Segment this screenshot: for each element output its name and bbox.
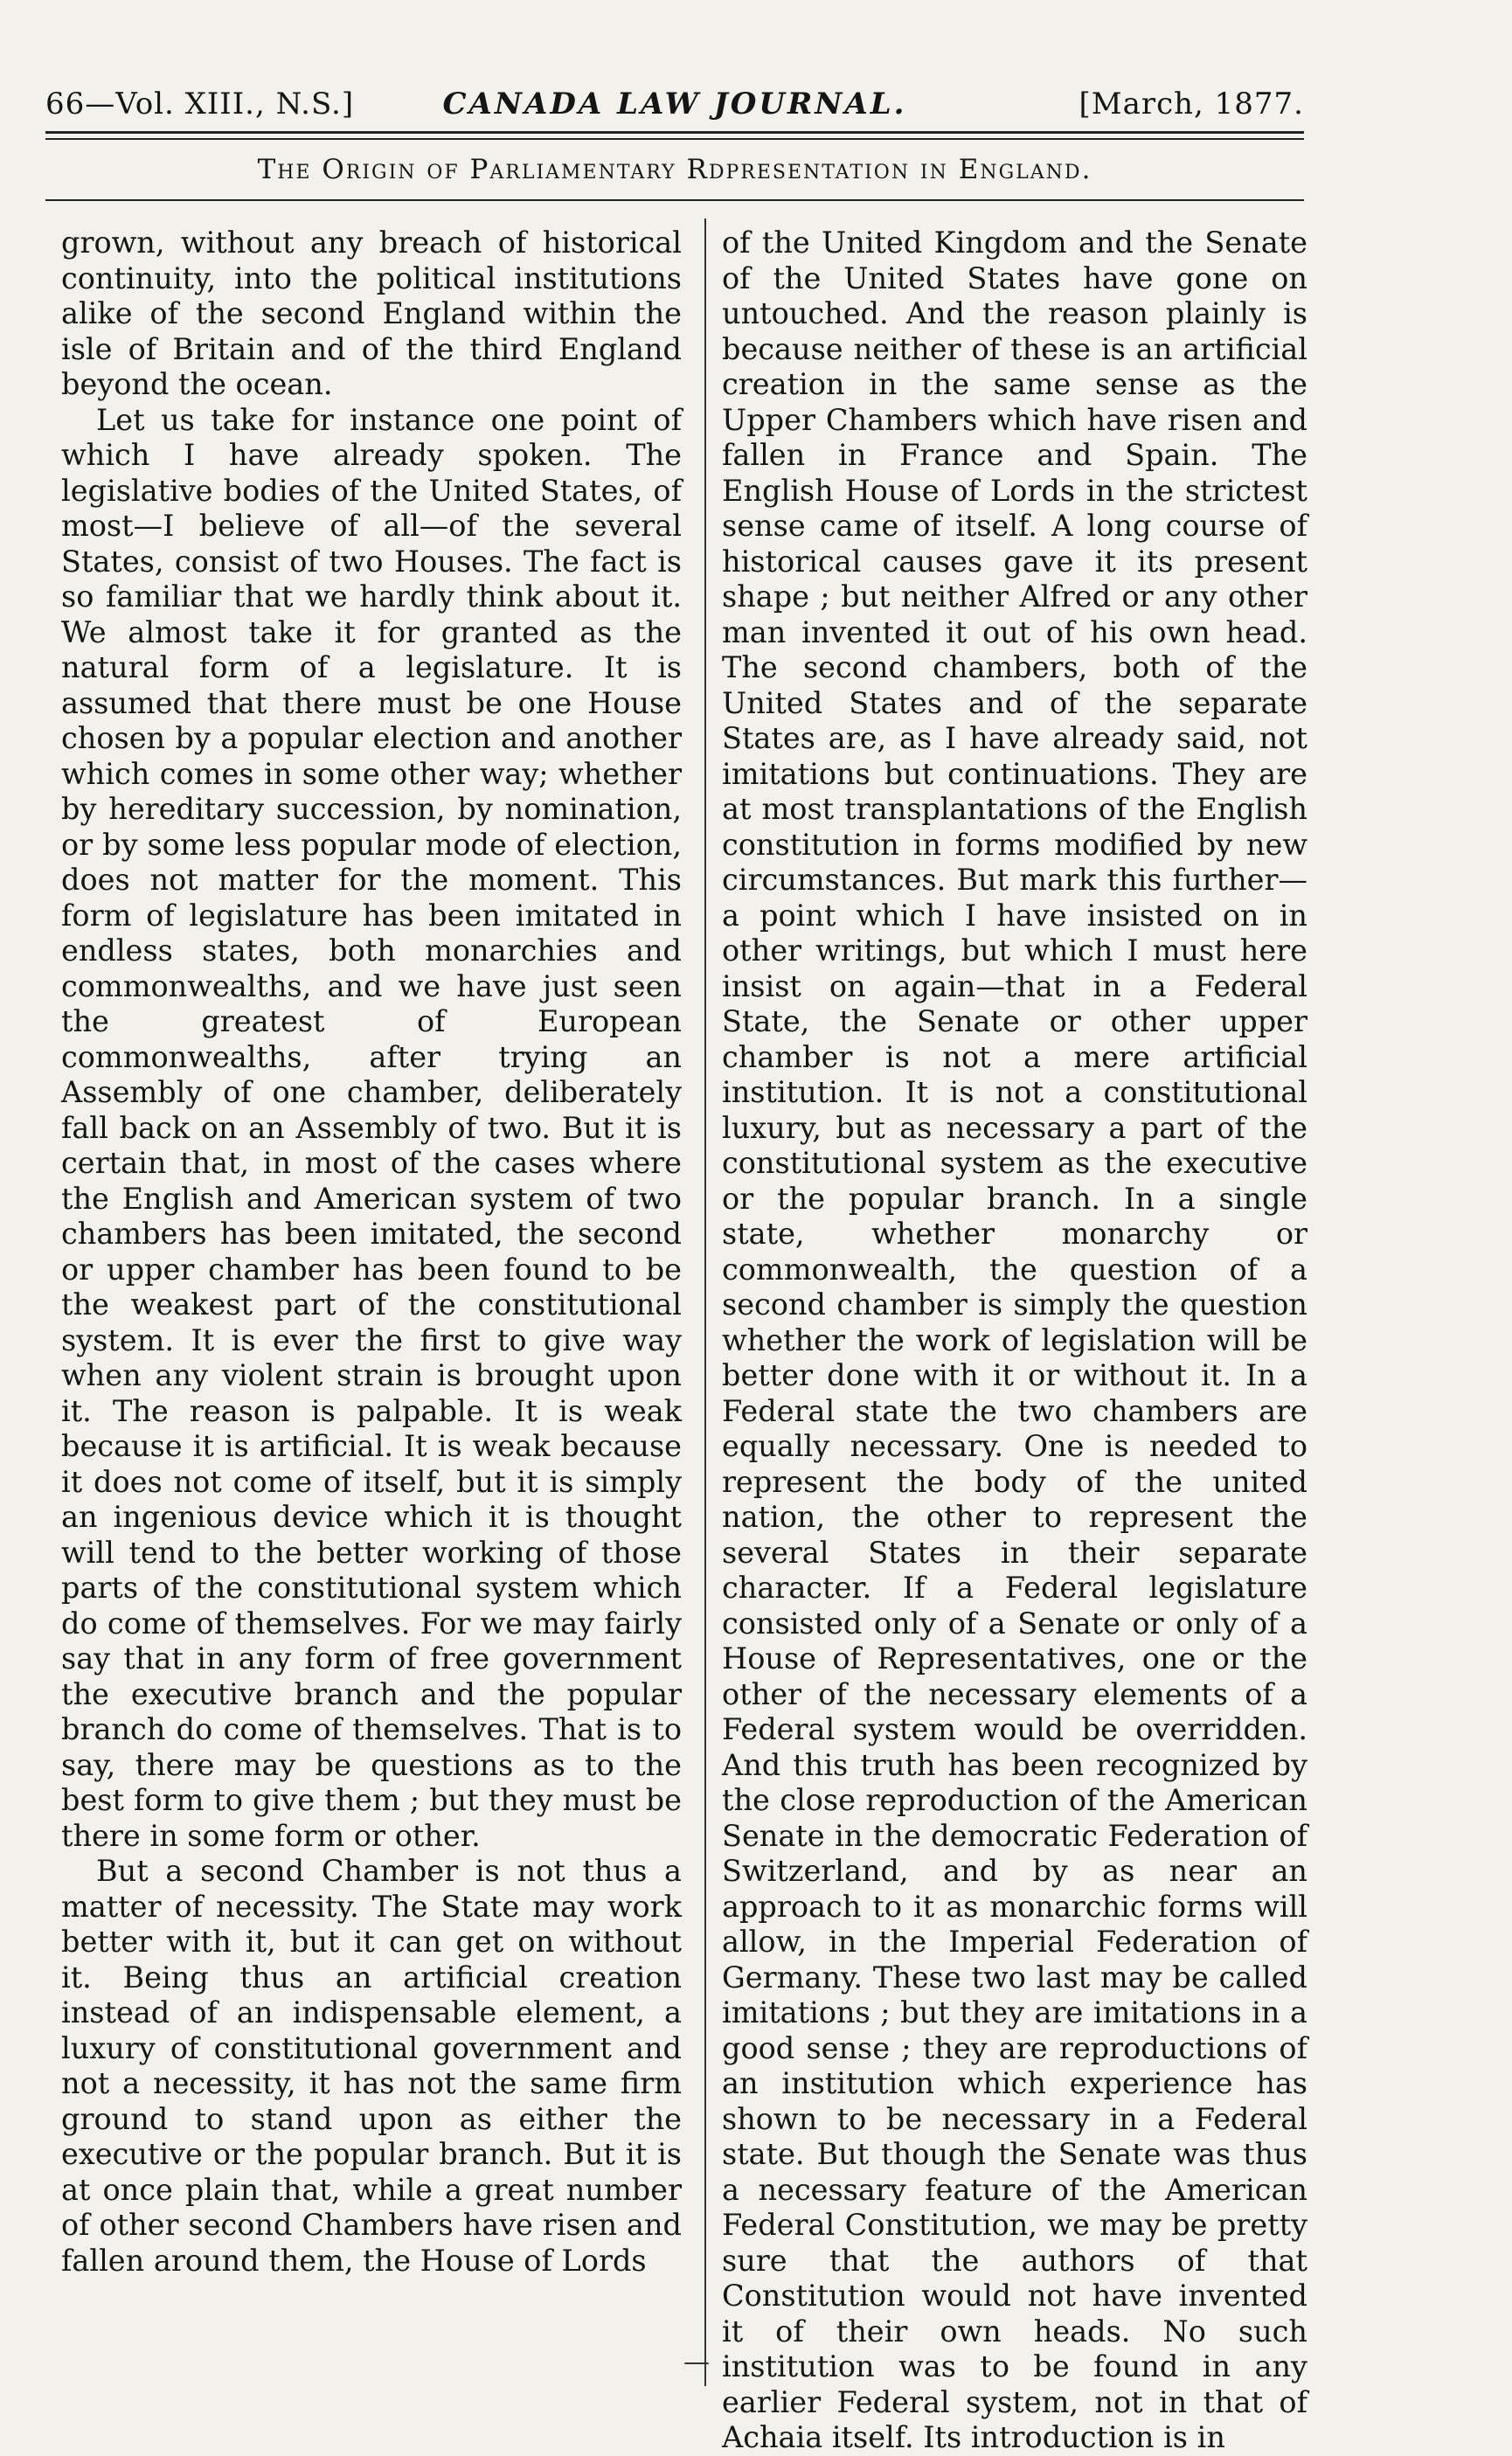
journal-title: CANADA LAW JOURNAL. — [442, 87, 907, 121]
running-head — [45, 84, 1304, 124]
issue-date: [March, 1877. — [1079, 87, 1304, 121]
left-paragraph-2: Let us take for instance one point of which I have already spoken. The legislative bodies of the United States, of most—I believe of all—of the several States, consist of two Houses. The fact is so familiar that we hardly think about it. We almost take it for granted as the natural form of a legislature. It is assumed that there must be one House chosen by a popular election and another which comes in some other way; whether by hereditary succession, by nomination, or by some less popular mode of election, does not matter for the moment. This form of legislature has been imitated in endless states, both monarchies and commonwealths, and we have just seen the greatest of European commonwealths, after trying an Assembly of one chamber, deliberately fall back on an Assembly of two. But it is certain that, in most of the cases where the English and American system of two chambers has been imitated, the second or upper chamber has been found to be the weakest part of the constitutional system. It is ever the first to give way when any violent strain is brought upon it. The reason is palpable. It is weak because it is artificial. It is weak because it does not come of itself, but it is simply an ingenious device which it is thought will tend to the better working of those parts of the constitutional system which do come of themselves. For we may fairly say that in any form of free government the executive branch and the popular branch do come of themselves. That is to say, there may be questions as to the best form to give them ; but they must be there in some form or other. — [61, 402, 682, 1853]
title-rule — [45, 199, 1304, 201]
column-divider — [704, 219, 706, 2386]
footer-mark: — — [683, 2347, 710, 2377]
header-rule-thick — [45, 131, 1304, 134]
article-title: The Origin of Parliamentary Rdpresentation in England. — [257, 154, 1092, 185]
right-column — [722, 225, 1307, 2456]
page-volume-label: 66—Vol. XIII., N.S.] — [45, 87, 355, 121]
header-rule-thin — [45, 138, 1304, 140]
right-paragraph-1: of the United Kingdom and the Senate of the United States have gone on untouched. And the reason plainly is because neither of these is an artificial creation in the same sense as the Upper Chambers which have risen and fallen in France and Spain. The English House of Lords in the strictest sense came of itself. A long course of historical causes gave it its present shape ; but neither Alfred or any other man invented it out of his own head. The second chambers, both of the United States and of the separate States are, as I have already said, not imitations but continuations. They are at most transplantations of the English constitution in forms modified by new circumstances. But mark this further—a point which I have insisted on in other writings, but which I must here insist on again—that in a Federal State, the Senate or other upper chamber is not a mere artificial institution. It is not a constitutional luxury, but as necessary a part of the constitutional system as the executive or the popular branch. In a single state, whether monarchy or commonwealth, the question of a second chamber is simply the question whether the work of legislation will be better done with it or without it. In a Federal state the two chambers are equally necessary. One is needed to represent the body of the united nation, the other to represent the several States in their separate character. If a Federal legislature consisted only of a Senate or only of a House of Representatives, one or the other of the necessary elements of a Federal system would be overridden. And this truth has been recognized by the close reproduction of the American Senate in the democratic Federation of Switzerland, and by as near an approach to it as monarchic forms will allow, in the Imperial Federation of Germany. These two last may be called imitations ; but they are imitations in a good sense ; they are reproductions of an institution which experience has shown to be necessary in a Federal state. But though the Senate was thus a necessary feature of the American Federal Constitution, we may be pretty sure that the authors of that Constitution would not have invented it of their own heads. No such institution was to be found in any earlier Federal system, not in that of Achaia itself. Its introduction is in — [722, 225, 1307, 2454]
left-paragraph-3: But a second Chamber is not thus a matter of necessity. The State may work better with it, but it can get on without it. Being thus an artificial creation instead of an indispensable element, a luxury of constitutional government and not a necessity, it has not the same firm ground to stand upon as either the executive or the popular branch. But it is at once plain that, while a great number of other second Chambers have risen and fallen around them, the House of Lords — [61, 1854, 682, 2278]
left-column — [61, 225, 682, 2279]
left-paragraph-1: grown, without any breach of historical continuity, into the political institutions alike of the second England within the isle of Britain and of the third England beyond the ocean. — [61, 225, 682, 401]
